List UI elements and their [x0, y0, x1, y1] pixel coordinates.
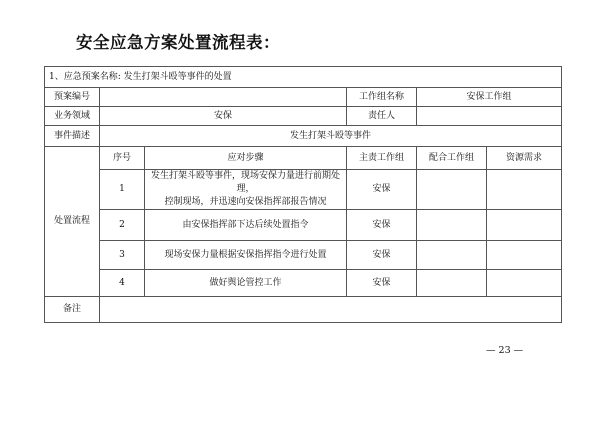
event-description-value: 发生打架斗殴等事件 [100, 126, 562, 147]
work-group-name-label: 工作组名称 [347, 88, 417, 107]
business-area-row [45, 107, 562, 126]
step-coop-group [417, 170, 487, 210]
remarks-row [45, 297, 562, 323]
step-resources [487, 270, 562, 297]
step-lead-group: 安保 [347, 270, 417, 297]
step-line: 发生打架斗殴等事件，现场安保力量进行前期处理， [150, 171, 340, 194]
process-row [45, 241, 562, 270]
business-area-value: 安保 [100, 107, 347, 126]
resources-header: 资源需求 [487, 147, 562, 170]
coop-group-header: 配合工作组 [417, 147, 487, 170]
plan-name-cell: 1、应急预案名称: 发生打架斗殴等事件的处置 [45, 67, 562, 88]
event-description-row [45, 126, 562, 147]
event-description-label: 事件描述 [45, 126, 100, 147]
step-lead-group: 安保 [347, 241, 417, 270]
plan-name-row [45, 67, 562, 88]
step-seq: 3 [100, 241, 145, 270]
remarks-label: 备注 [45, 297, 100, 323]
business-area-label: 业务领域 [45, 107, 100, 126]
plan-code-row [45, 88, 562, 107]
step-seq: 1 [100, 170, 145, 210]
steps-header: 应对步骤 [145, 147, 347, 170]
step-line: 控制现场，并迅速向安保指挥部报告情况 [164, 197, 327, 207]
step-description: 现场安保力量根据安保指挥指令进行处置 [145, 241, 347, 270]
seq-header: 序号 [100, 147, 145, 170]
step-resources [487, 241, 562, 270]
process-row [45, 210, 562, 241]
process-row [45, 270, 562, 297]
page-title: 安全应急方案处置流程表： [76, 33, 280, 52]
process-row [45, 170, 562, 210]
step-seq: 2 [100, 210, 145, 241]
disposal-process-label: 处置流程 [45, 147, 100, 297]
step-description [145, 170, 347, 210]
process-header-row [45, 147, 562, 170]
work-group-name-value: 安保工作组 [417, 88, 562, 107]
step-resources [487, 210, 562, 241]
step-lead-group: 安保 [347, 170, 417, 210]
lead-group-header: 主责工作组 [347, 147, 417, 170]
step-resources [487, 170, 562, 210]
plan-code-value [100, 88, 347, 107]
plan-code-label: 预案编号 [45, 88, 100, 107]
step-coop-group [417, 241, 487, 270]
step-seq: 4 [100, 270, 145, 297]
step-description: 做好舆论管控工作 [145, 270, 347, 297]
responsible-person-label: 责任人 [347, 107, 417, 126]
remarks-value [100, 297, 562, 323]
page-number: — 23 — [486, 345, 524, 356]
step-coop-group [417, 210, 487, 241]
step-coop-group [417, 270, 487, 297]
responsible-person-value [417, 107, 562, 126]
step-lead-group: 安保 [347, 210, 417, 241]
step-description: 由安保指挥部下达后续处置指令 [145, 210, 347, 241]
emergency-plan-table [44, 66, 562, 323]
